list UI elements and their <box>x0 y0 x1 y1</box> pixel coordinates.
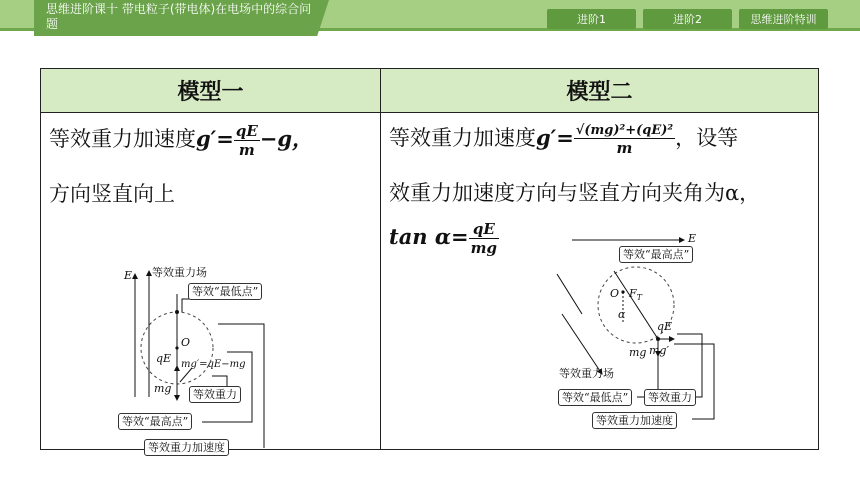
model1-top-point <box>175 310 179 314</box>
header-model2: 模型二 <box>381 69 819 113</box>
model1-lowest-leader <box>182 299 232 312</box>
cell-model1 <box>41 113 381 454</box>
model1-center-point <box>175 346 178 349</box>
model2-center-point <box>621 290 624 293</box>
model2-field-line-a <box>557 274 582 314</box>
model1-field-label: 等效重力场 <box>152 266 207 279</box>
model2-alpha-label: α <box>618 308 626 321</box>
model2-diameter <box>614 271 658 339</box>
model2-tan-num: qE <box>469 220 499 239</box>
model2-frac-num: √(mg)²+(qE)² <box>575 122 674 138</box>
model1-highest-point-box: 等效“最高点” <box>118 413 192 430</box>
model1-eq-gravity-box: 等效重力 <box>189 386 241 403</box>
nav-button-level1[interactable]: 进阶1 <box>547 9 636 29</box>
model2-formula-tail: ，设等 <box>675 126 739 150</box>
model2-text-prefix: 等效重力加速度 <box>389 126 536 150</box>
model1-E-label: E <box>124 269 133 282</box>
model2-formula-lhs: g′= <box>536 125 574 150</box>
model2-E-label: E <box>688 232 697 245</box>
model2-tan-den: mg <box>470 239 498 257</box>
model2-gravity-leader <box>677 334 702 397</box>
model2-lowest-point-box: 等效“最低点” <box>558 389 632 406</box>
model1-mgprime-pointer <box>180 368 192 382</box>
model2-mg-label: mg <box>629 346 647 359</box>
model1-mgprime-label: mg′=qE−mg <box>181 359 246 370</box>
model1-O-label: O <box>181 336 191 349</box>
model2-line2: 效重力加速度方向与竖直方向夹角为α， <box>389 181 761 205</box>
model2-FT-sub: T <box>636 293 642 303</box>
header-model1: 模型一 <box>41 69 381 113</box>
chapter-title: 思维进阶课十 带电粒子(带电体)在电场中的综合问题 <box>46 2 312 31</box>
model1-lowest-point-box: 等效“最低点” <box>188 283 262 300</box>
model2-FT-main: F <box>629 287 637 300</box>
model1-frac-num: qE <box>235 122 258 140</box>
model2-field-label: 等效重力场 <box>559 367 614 380</box>
model1-text-prefix: 等效重力加速度 <box>49 127 196 151</box>
model2-eq-accel-box: 等效重力加速度 <box>592 412 677 429</box>
nav-button-level2[interactable]: 进阶2 <box>643 9 732 29</box>
model2-tan-lhs: tan α= <box>389 224 469 249</box>
model1-mg-label: mg <box>154 382 172 395</box>
model2-O-label: O <box>610 287 620 300</box>
model1-formula-tail: −g， <box>259 126 314 151</box>
model2-qE-label: qE <box>657 320 673 333</box>
model2-accel-leader <box>674 344 714 419</box>
nav-button-training[interactable]: 思维进阶特训 <box>739 9 828 29</box>
model2-frac-den: m <box>616 138 633 157</box>
model2-mgprime-label: mg′ <box>649 344 669 357</box>
model1-frac-den: m <box>238 141 255 159</box>
model2-highest-point-box: 等效“最高点” <box>619 246 693 263</box>
models-table <box>40 68 819 454</box>
cell-model2 <box>381 113 819 450</box>
model1-line2: 方向竖直向上 <box>49 182 175 206</box>
model2-FT-label <box>629 287 642 302</box>
model1-formula-lhs: g′= <box>196 126 234 151</box>
model1-qE-label: qE <box>156 352 172 365</box>
model2-eq-gravity-box: 等效重力 <box>644 389 696 406</box>
model1-eq-accel-box: 等效重力加速度 <box>144 439 229 456</box>
